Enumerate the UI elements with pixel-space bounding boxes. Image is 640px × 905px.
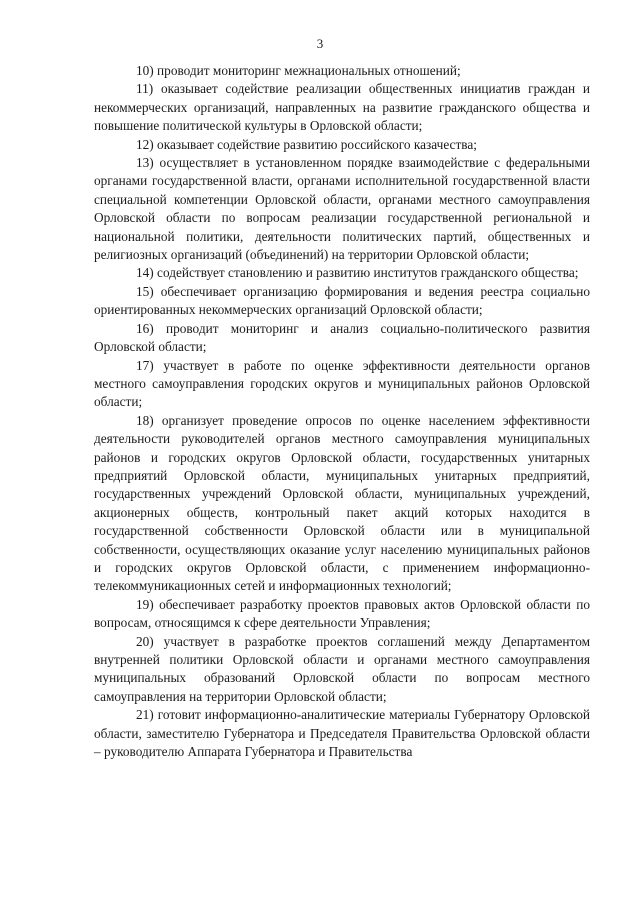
list-item-16: 16) проводит мониторинг и анализ социально-политического развития Орловской области; [94,320,590,355]
list-item-15: 15) обеспечивает организацию формирования и ведения реестра социально ориентированных некоммерческих организаций Орловской области; [94,283,590,318]
list-item-19: 19) обеспечивает разработку проектов правовых актов Орловской области по вопросам, относящимся к сфере деятельности Управления; [94,596,590,631]
list-item-12: 12) оказывает содействие развитию российского казачества; [136,136,477,152]
document-body [94,62,590,761]
list-item-13: 13) осуществляет в установленном порядке взаимодействие с федеральными органами государственной власти, органами исполнительной государственной власти специальной компетенции Орловской области, органами местного самоуправления Орловской области по вопросам реализации государственной региональной и национальной политики, деятельности политических партий, общественных и религиозных организаций (объединений) на территории Орловской области; [94,155,590,263]
page-number: 3 [316,36,324,51]
list-item-18: 18) организует проведение опросов по оценке населением эффективности деятельности руководителей органов местного самоуправления муниципальных районов и городских округов Орловской области, государственных унитарных предприятий Орловской области, муниципальных унитарных предприятий, государственных учреждений Орловской области, муниципальных учреждений, акционерных обществ, контрольный пакет акций которых находится в государственной собственности Орловской области или в муниципальной собственности, осуществляющих оказание услуг населению муниципальных районов и городских округов Орловской области, с применением информационно-телекоммуникационных сетей и информационных технологий; [94,412,590,594]
list-item-10: 10) проводит мониторинг межнациональных отношений; [136,63,461,78]
list-item-14: 14) содействует становлению и развитию институтов гражданского общества; [136,265,579,281]
list-item-17: 17) участвует в работе по оценке эффективности деятельности органов местного самоуправления городских округов и муниципальных районов Орловской области; [94,357,590,410]
list-item-11: 11) оказывает содействие реализации общественных инициатив граждан и некоммерческих организаций, направленных на развитие гражданского общества и повышение политической культуры в Орловской области; [94,81,590,134]
list-item-20: 20) участвует в разработке проектов соглашений между Департаментом внутренней политики Орловской области и органами местного самоуправления муниципальных образований Орловской области по вопросам местного самоуправления на территории Орловской области; [94,633,590,704]
list-item-21: 21) готовит информационно-аналитические материалы Губернатору Орловской области, заместителю Губернатора и Председателя Правительства Орловской области – руководителю Аппарата Губернатора и Правительства [94,707,590,760]
